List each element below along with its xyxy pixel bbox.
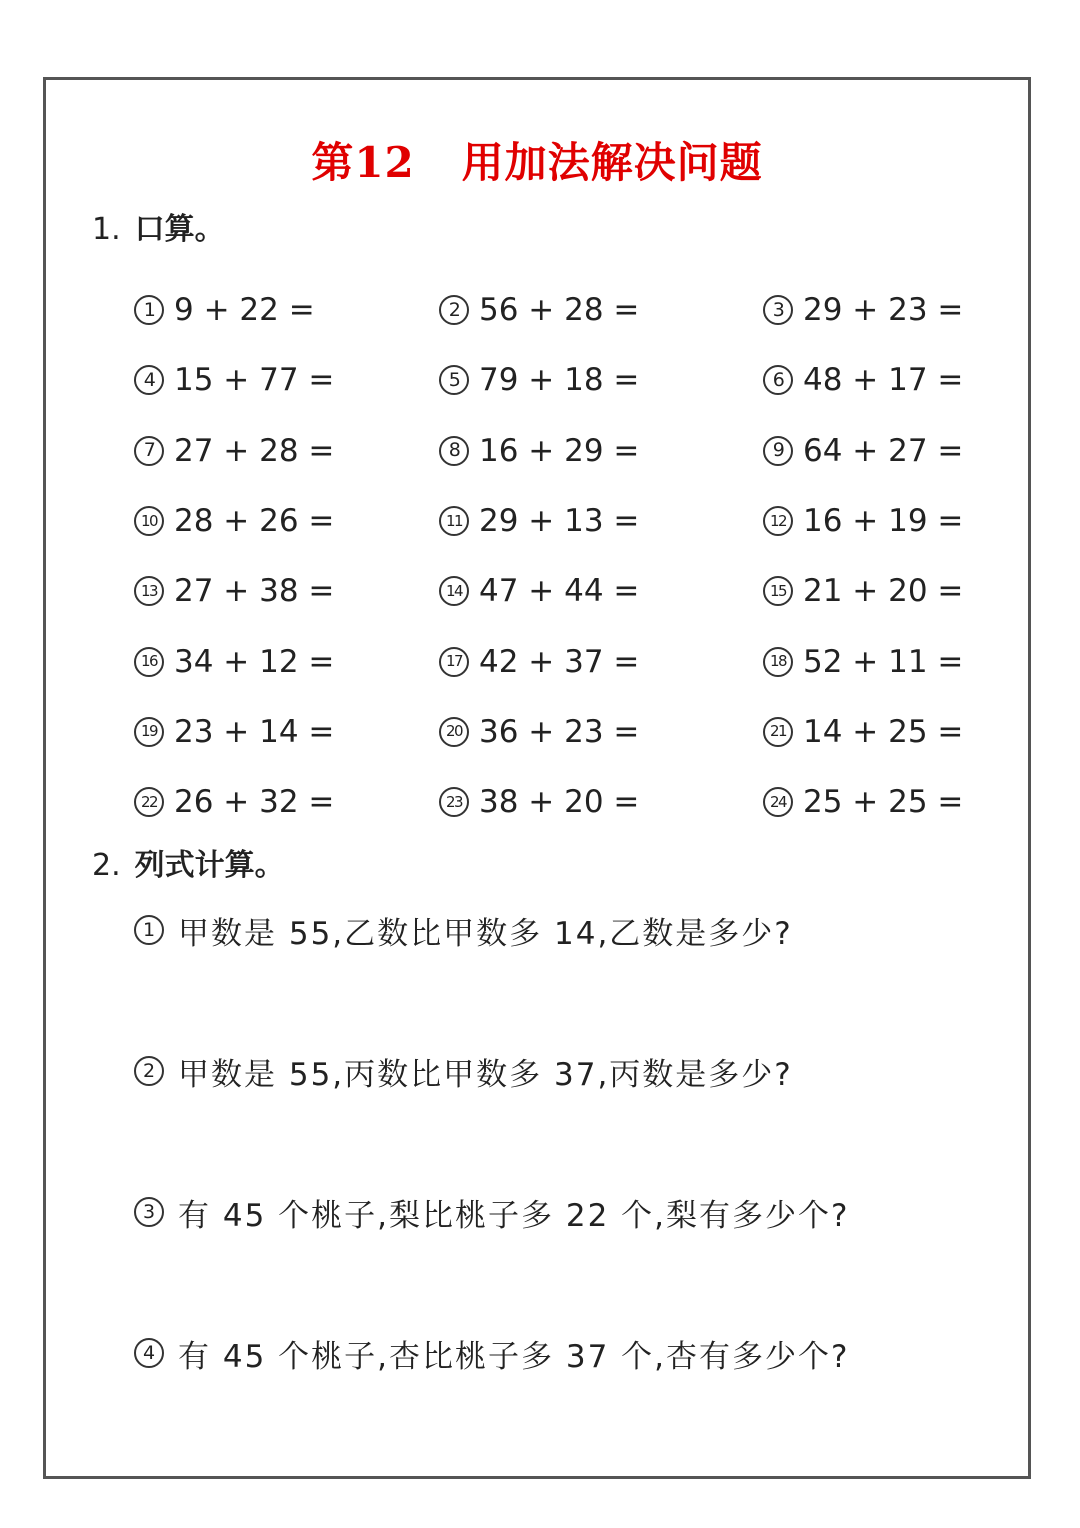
circled-number-icon: 14 bbox=[439, 576, 469, 606]
calc-expression: 14 + 25 = bbox=[803, 713, 964, 750]
calc-expression: 26 + 32 = bbox=[174, 784, 335, 821]
calc-item bbox=[763, 416, 994, 486]
word-problems-list bbox=[134, 905, 994, 1378]
calc-item bbox=[763, 345, 994, 415]
circled-number-icon: 18 bbox=[763, 647, 793, 677]
section-2-title: 列式计算。 bbox=[134, 848, 285, 883]
calc-item bbox=[439, 416, 763, 486]
circled-number-icon: 9 bbox=[763, 436, 793, 466]
calc-item bbox=[134, 345, 439, 415]
calc-expression: 27 + 38 = bbox=[174, 573, 335, 610]
mental-math-grid bbox=[134, 275, 994, 837]
calc-expression: 28 + 26 = bbox=[174, 503, 335, 540]
circled-number-icon: 13 bbox=[134, 576, 164, 606]
calc-expression: 34 + 12 = bbox=[174, 643, 335, 680]
calc-expression: 56 + 28 = bbox=[479, 292, 640, 329]
calc-item bbox=[439, 275, 763, 345]
calc-expression: 64 + 27 = bbox=[803, 432, 964, 469]
calc-item bbox=[439, 345, 763, 415]
calc-item bbox=[439, 486, 763, 556]
calc-expression: 25 + 25 = bbox=[803, 784, 964, 821]
section-2-heading bbox=[92, 840, 285, 884]
calc-item bbox=[134, 626, 439, 696]
calc-item bbox=[763, 275, 994, 345]
calc-expression: 27 + 28 = bbox=[174, 432, 335, 469]
calc-expression: 48 + 17 = bbox=[803, 362, 964, 399]
circled-number-icon: 3 bbox=[763, 295, 793, 325]
circled-number-icon: 1 bbox=[134, 295, 164, 325]
calc-item bbox=[134, 275, 439, 345]
circled-number-icon: 3 bbox=[134, 1197, 164, 1227]
circled-number-icon: 5 bbox=[439, 365, 469, 395]
worksheet-frame bbox=[43, 77, 1031, 1479]
calc-item bbox=[763, 556, 994, 626]
calc-expression: 23 + 14 = bbox=[174, 713, 335, 750]
calc-item bbox=[134, 416, 439, 486]
word-problem-text: 有 45 个桃子,杏比桃子多 37 个,杏有多少个? bbox=[178, 1338, 850, 1375]
calc-expression: 52 + 11 = bbox=[803, 643, 964, 680]
calc-item bbox=[763, 767, 994, 837]
circled-number-icon: 15 bbox=[763, 576, 793, 606]
calc-item bbox=[134, 697, 439, 767]
circled-number-icon: 4 bbox=[134, 1338, 164, 1368]
circled-number-icon: 7 bbox=[134, 436, 164, 466]
circled-number-icon: 4 bbox=[134, 365, 164, 395]
circled-number-icon: 22 bbox=[134, 787, 164, 817]
section-1-title: 口算。 bbox=[134, 212, 225, 247]
circled-number-icon: 20 bbox=[439, 717, 469, 747]
circled-number-icon: 12 bbox=[763, 506, 793, 536]
calc-expression: 9 + 22 = bbox=[174, 292, 315, 329]
circled-number-icon: 11 bbox=[439, 506, 469, 536]
circled-number-icon: 2 bbox=[439, 295, 469, 325]
word-problem bbox=[134, 1046, 994, 1096]
calc-expression: 36 + 23 = bbox=[479, 713, 640, 750]
section-1-heading bbox=[92, 204, 225, 248]
calc-expression: 15 + 77 = bbox=[174, 362, 335, 399]
circled-number-icon: 19 bbox=[134, 717, 164, 747]
calc-item bbox=[439, 556, 763, 626]
circled-number-icon: 23 bbox=[439, 787, 469, 817]
word-problem bbox=[134, 1328, 994, 1378]
calc-item bbox=[134, 486, 439, 556]
word-problem bbox=[134, 1187, 994, 1237]
calc-expression: 16 + 19 = bbox=[803, 503, 964, 540]
circled-number-icon: 21 bbox=[763, 717, 793, 747]
calc-item bbox=[763, 626, 994, 696]
circled-number-icon: 1 bbox=[134, 915, 164, 945]
calc-expression: 21 + 20 = bbox=[803, 573, 964, 610]
calc-item bbox=[134, 767, 439, 837]
circled-number-icon: 16 bbox=[134, 647, 164, 677]
calc-expression: 29 + 13 = bbox=[479, 503, 640, 540]
calc-expression: 16 + 29 = bbox=[479, 432, 640, 469]
circled-number-icon: 24 bbox=[763, 787, 793, 817]
calc-expression: 29 + 23 = bbox=[803, 292, 964, 329]
calc-item bbox=[439, 697, 763, 767]
word-problem bbox=[134, 905, 994, 955]
calc-expression: 47 + 44 = bbox=[479, 573, 640, 610]
calc-item bbox=[439, 767, 763, 837]
calc-expression: 79 + 18 = bbox=[479, 362, 640, 399]
calc-item bbox=[439, 626, 763, 696]
section-2-number: 2. bbox=[92, 848, 121, 883]
calc-item bbox=[763, 697, 994, 767]
calc-expression: 42 + 37 = bbox=[479, 643, 640, 680]
calc-item bbox=[763, 486, 994, 556]
word-problem-text: 有 45 个桃子,梨比桃子多 22 个,梨有多少个? bbox=[178, 1197, 850, 1234]
circled-number-icon: 10 bbox=[134, 506, 164, 536]
circled-number-icon: 2 bbox=[134, 1056, 164, 1086]
section-1-number: 1. bbox=[92, 212, 121, 247]
circled-number-icon: 8 bbox=[439, 436, 469, 466]
word-problem-text: 甲数是 55,丙数比甲数多 37,丙数是多少? bbox=[178, 1056, 793, 1093]
calc-expression: 38 + 20 = bbox=[479, 784, 640, 821]
circled-number-icon: 6 bbox=[763, 365, 793, 395]
circled-number-icon: 17 bbox=[439, 647, 469, 677]
calc-item bbox=[134, 556, 439, 626]
word-problem-text: 甲数是 55,乙数比甲数多 14,乙数是多少? bbox=[178, 915, 793, 952]
worksheet-title: 第12 用加法解决问题 bbox=[311, 138, 763, 187]
